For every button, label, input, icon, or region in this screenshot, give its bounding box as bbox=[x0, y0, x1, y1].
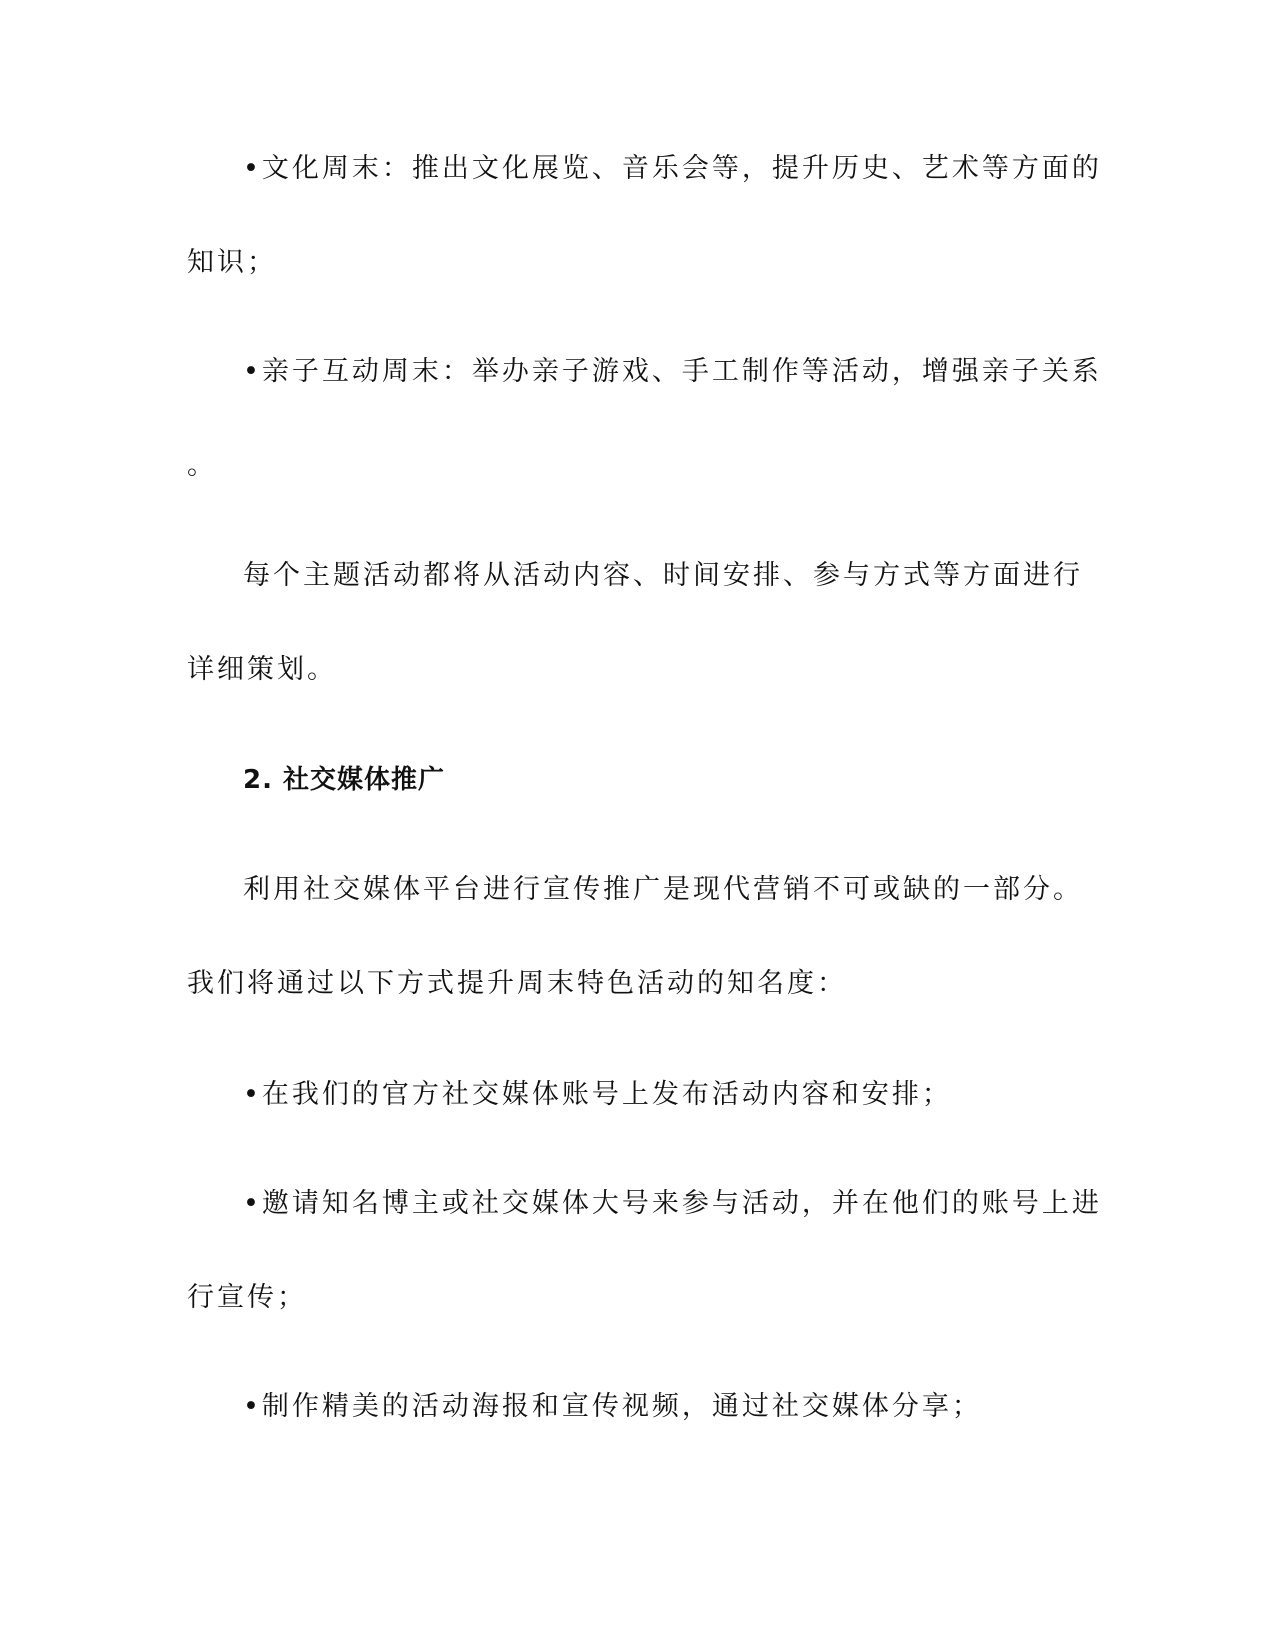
bullet-family-weekend-line-1: •亲子互动周末：举办亲子游戏、手工制作等活动，增强亲子关系 bbox=[243, 356, 1102, 387]
bullet-posters-videos: •制作精美的活动海报和宣传视频，通过社交媒体分享； bbox=[243, 1391, 982, 1422]
bullet-family-weekend-line-2: 。 bbox=[187, 450, 217, 481]
paragraph-theme-planning-line-2: 详细策划。 bbox=[187, 654, 337, 685]
bullet-culture-weekend-line-1: •文化周末：推出文化展览、音乐会等，提升历史、艺术等方面的 bbox=[243, 153, 1102, 184]
bullet-invite-bloggers-line-1: •邀请知名博主或社交媒体大号来参与活动，并在他们的账号上进 bbox=[243, 1188, 1102, 1219]
bullet-culture-weekend-line-2: 知识； bbox=[187, 247, 277, 278]
bullet-invite-bloggers-line-2: 行宣传； bbox=[187, 1282, 307, 1313]
paragraph-social-media-line-2: 我们将通过以下方式提升周末特色活动的知名度： bbox=[187, 968, 847, 999]
paragraph-theme-planning-line-1: 每个主题活动都将从活动内容、时间安排、参与方式等方面进行 bbox=[243, 560, 1083, 591]
paragraph-social-media-line-1: 利用社交媒体平台进行宣传推广是现代营销不可或缺的一部分。 bbox=[243, 874, 1083, 905]
section-heading-social-media: 2. 社交媒体推广 bbox=[243, 765, 446, 795]
bullet-official-accounts: •在我们的官方社交媒体账号上发布活动内容和安排； bbox=[243, 1079, 952, 1110]
